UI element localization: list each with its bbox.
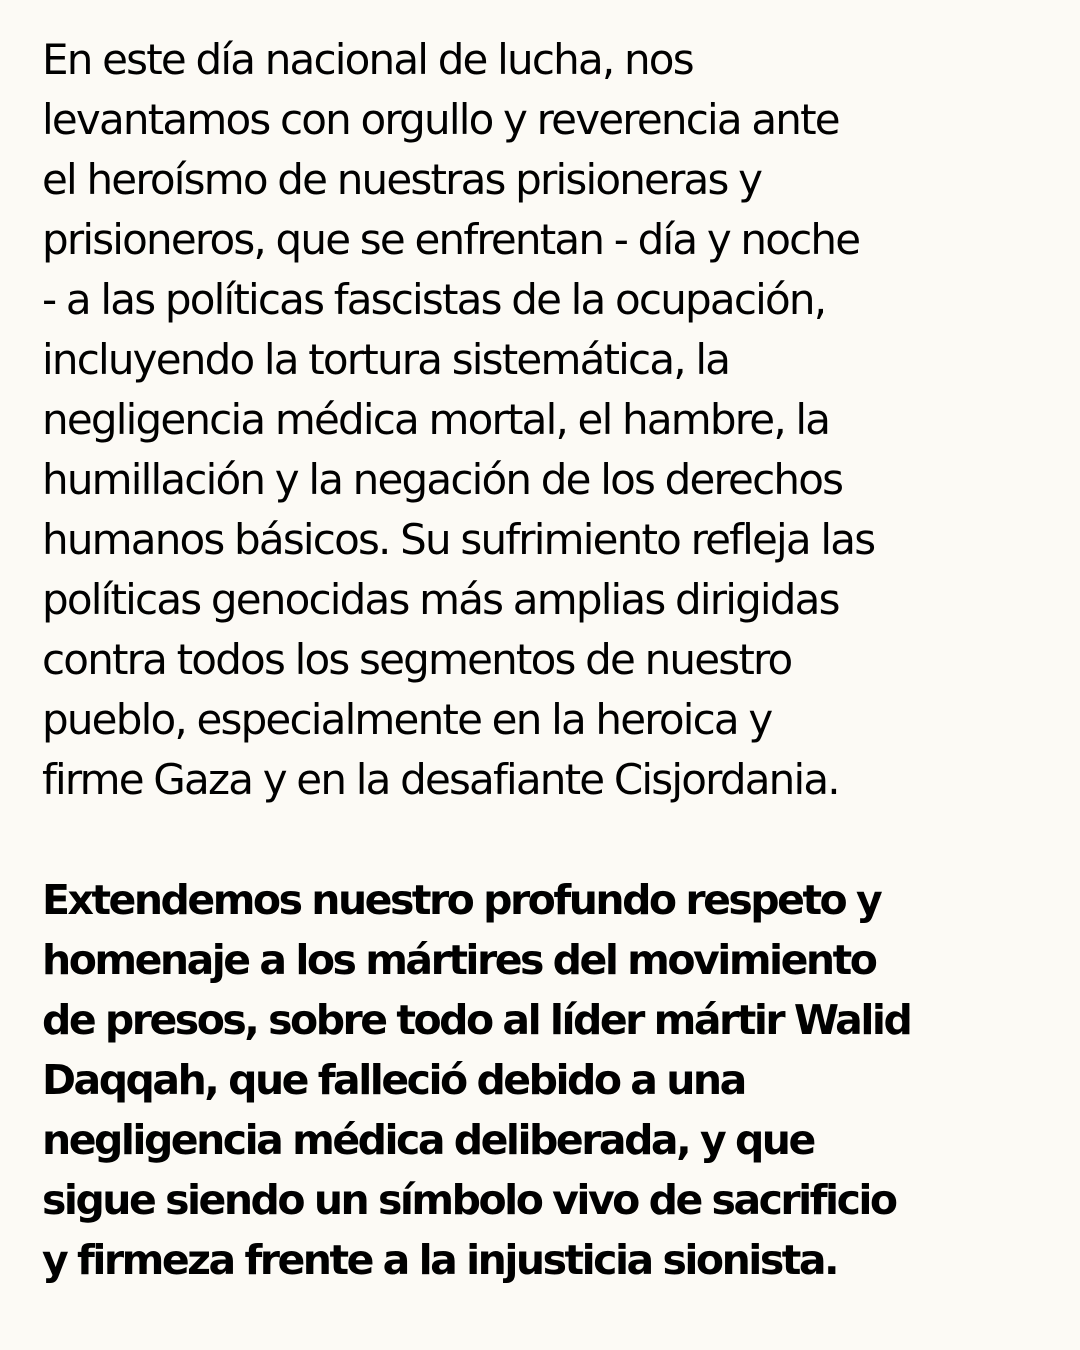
paragraph-line: pueblo, especialmente en la heroica y [42,695,772,744]
body-paragraph [42,30,1038,810]
bold-paragraph-line: homenaje a los mártires del movimiento [42,936,876,984]
paragraph-line: el heroísmo de nuestras prisioneras y [42,155,762,204]
bold-paragraph-line: Extendemos nuestro profundo respeto y [42,876,881,924]
paragraph-line: humanos básicos. Su sufrimiento refleja las [42,515,875,564]
paragraph-line: humillación y la negación de los derechos [42,455,843,504]
paragraph-line: contra todos los segmentos de nuestro [42,635,792,684]
paragraph-line: negligencia médica mortal, el hambre, la [42,395,830,444]
paragraph-line: - a las políticas fascistas de la ocupación, [42,275,826,324]
bold-paragraph-line: y firmeza frente a la injusticia sionista. [42,1236,838,1284]
paragraph-line: En este día nacional de lucha, nos [42,35,693,84]
paragraph-line: políticas genocidas más amplias dirigidas [42,575,839,624]
paragraph-line: prisioneros, que se enfrentan - día y noche [42,215,860,264]
paragraph-line: firme Gaza y en la desafiante Cisjordania. [42,755,839,804]
bold-paragraph-line: de presos, sobre todo al líder mártir Walid [42,996,911,1044]
paragraph-line: incluyendo la tortura sistemática, la [42,335,730,384]
paragraph-line: levantamos con orgullo y reverencia ante [42,95,839,144]
bold-paragraph-line: Daqqah, que falleció debido a una [42,1056,745,1104]
bold-tribute-paragraph [42,870,1038,1290]
bold-paragraph-line: sigue siendo un símbolo vivo de sacrificio [42,1176,896,1224]
paragraph-spacer [42,810,1038,870]
bold-paragraph-line: negligencia médica deliberada, y que [42,1116,814,1164]
